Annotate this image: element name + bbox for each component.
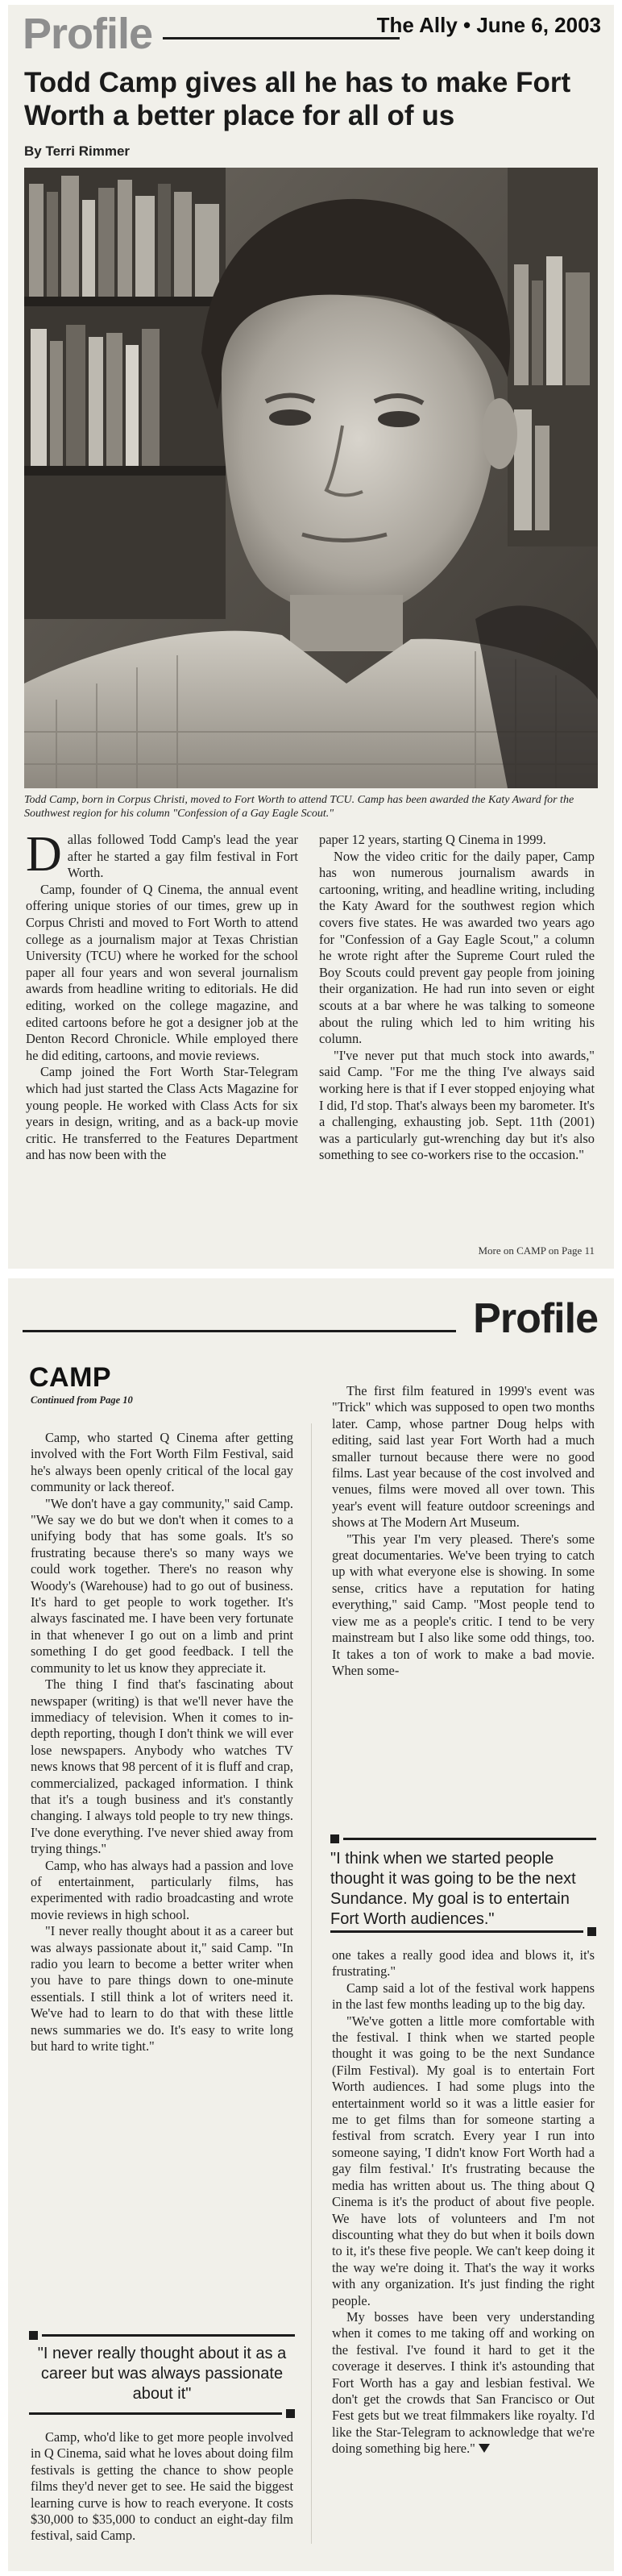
quote-rule <box>330 1930 583 1933</box>
portrait-illustration <box>24 168 598 788</box>
continuation-heading: CAMP <box>29 1362 112 1393</box>
continued-note: More on CAMP on Page 11 <box>478 1244 595 1257</box>
photo-caption: Todd Camp, born in Corpus Christi, moved to Fort Worth to attend TCU. Camp has been awarded the Katy Award for the Southwest region for his column "Confession of a Gay Eagle Scout." <box>24 794 574 820</box>
column-left-bottom <box>31 2429 293 2545</box>
paragraph: one takes a really good idea and blows it, it's frustrating." <box>332 1947 595 1980</box>
paragraph: "I've never put that much stock into awards," said Camp. "For me the thing I've always said working here is that if I ever stopped enjoying what I did, I'd stop. That's always been my barometer. It's a challenging, exhausting job. Sept. 11th (2001) was a particularly gut-wrenching day but it's also something to see co-workers rise to the occasion." <box>319 1047 595 1163</box>
page-header <box>23 1294 598 1346</box>
paragraph: Camp, who has always had a passion and love of entertainment, particularly films, has experimented with radio broadcasting and wrote movie reviews in high school. <box>31 1857 293 1922</box>
portrait-photo <box>24 168 598 788</box>
paragraph: "This year I'm very pleased. There's some great documentaries. We've been trying to catch up with what everyone else is showing. In some sense, critics have a reputation for hating everything," said Camp. "Most people tend to view me as a people's critic. I tend to be very mainstream but I also like some odd things, too. It takes a ton of work to make a bad movie. When some- <box>332 1531 595 1678</box>
paragraph: My bosses have been very understanding when it comes to me taking off and working on the festival. I've found it hard to get it the coverage it deserves. I think it's astounding that Fort Worth has a gay and lesbian festival. We don't get the crowds that San Francisco or Out Fest gets but we treat filmmakers like royalty. I'd like the Star-Telegram to acknowledge that we're doing something big here." <box>332 2308 595 2457</box>
quote-rule <box>29 2412 282 2415</box>
quote-marker <box>587 1927 596 1936</box>
byline: By Terri Rimmer <box>24 143 131 159</box>
paragraph: Now the video critic for the daily paper, Camp has won numerous journalism awards in cartooning, writing, and headline writing, including the Katy Award for the southwest region which covers five states. He was awarded two years ago for "Confession of a Gay Eagle Scout," a column he wrote right after the Supreme Court ruled the Boy Scouts could prevent gay people from joining their organization. He had run into seven or eight scouts at a bar where he was talking to someone about the ruling which led to him writing his column. <box>319 848 595 1047</box>
profile-page-2 <box>8 1278 614 2571</box>
section-label: Profile <box>23 10 153 58</box>
continued-from-note: Continued from Page 10 <box>31 1394 133 1406</box>
paragraph: Camp, founder of Q Cinema, the annual event offering unique stories of our times, grew up in Corpus Christi and moved to Fort Worth to attend college as a journalism major at Texas Christian University (TCU) where he worked for the school paper all four years and won several journalism awards from headline writing to editorials. He did editing, worked on the college magazine, and edited cartoons before he got a designer job at the Denton Record Chronicle. While employed there he did editing, cartoons, and movie reviews. <box>26 881 298 1063</box>
paragraph: Camp, who'd like to get more people involved in Q Cinema, said what he loves about doing film festivals is getting the chance to show people films they'd never get to see. He said the biggest learning curve is how to reach everyone. It costs $30,000 to $35,000 to conduct an eight-day film festival, said Camp. <box>31 2429 293 2544</box>
column-left <box>26 827 298 1164</box>
paragraph: paper 12 years, starting Q Cinema in 1999. <box>319 832 546 847</box>
section-label: Profile <box>473 1295 598 1342</box>
quote-marker <box>330 1834 339 1843</box>
column-right <box>319 832 595 1164</box>
end-mark-icon <box>479 2444 490 2453</box>
column-right-bottom <box>332 1947 595 2458</box>
pull-quote-text: "I never really thought about it as a career but was always passionate about it" <box>37 2345 287 2403</box>
pull-quote <box>29 2331 295 2418</box>
paragraph: The first film featured in 1999's event was "Trick" which was supposed to open two months later. Camp, whose partner Doug helps with editing, said last year Fort Worth had a much smaller turnout because there were no good films. Last year because of the cost involved and venues, films were moved all over town. This year's event will feature outdoor screenings and shows at The Modern Art Museum. <box>332 1383 595 1531</box>
paragraph: Camp, who started Q Cinema after getting involved with the Fort Worth Film Festival, said he's always been openly critical of the local gay community or lack thereof. <box>31 1430 293 1495</box>
drop-cap: D <box>26 827 62 882</box>
article-headline: Todd Camp gives all he has to make Fort Worth a better place for all of us <box>24 67 571 131</box>
quote-marker <box>286 2409 295 2418</box>
article-body <box>26 827 595 1235</box>
quote-rule <box>42 2334 295 2337</box>
profile-page-1 <box>8 5 614 1269</box>
header-rule <box>23 1330 456 1332</box>
pull-quote-text: "I think when we started people thought it was going to be the next Sundance. My goal is to entertain Fort Worth audiences." <box>330 1850 576 1928</box>
page-header <box>23 11 601 58</box>
paragraph: Camp joined the Fort Worth Star-Telegram which had just started the Class Acts Magazine for young people. He worked with Class Acts for six years in design, writing, and as a back-up movie critic. He transferred to the Features Department and has now been with the <box>26 1064 298 1163</box>
issue-dateline: The Ally • June 6, 2003 <box>376 13 601 37</box>
paragraph: The thing I find that's fascinating about newspaper (writing) is that we'll never have the immediacy of television. When it comes to in-depth reporting, though I don't think we will ever lose newspapers. Anybody who watches TV news knows that 98 percent of it is fluff and crap, commercialized, packaged information. I think that it's a tough business and it's constantly changing. I always told people to try new things. I've done everything. I've never shied away from trying things." <box>31 1676 293 1857</box>
quote-rule <box>343 1838 596 1840</box>
paragraph: "I never really thought about it as a career but was always passionate about it," said Camp. "In radio you learn to become a better writer when you have to pare things down to one-minute essentials. I still think a lot of writers need it. We've had to learn to do that with these little news summaries we do. It's easy to write long but hard to write tight." <box>31 1923 293 2055</box>
column-right-top <box>332 1383 595 1679</box>
paragraph: Camp said a lot of the festival work happens in the last few months leading up to the big day. <box>332 1980 595 2013</box>
quote-marker <box>29 2331 38 2340</box>
column-divider <box>311 1423 312 2544</box>
paragraph: "We don't have a gay community," said Camp. "We say we do but we don't when it comes to a unifying body that has some goals. It's so frustrating because there's so many ways we could work together. There's no reason why Woody's (Warehouse) had to go out of business. It's hard to get people to work together. It's always fascinated me. I have been very fortunate in that whenever I go out on a limb and print something I do get good feedback. I tell the community to let us know they appreciate it. <box>31 1495 293 1676</box>
header-rule <box>163 37 400 39</box>
paragraph: "We've gotten a little more comfortable with the festival. I think when we started people thought it was going to be the next Sundance (Film Festival). My goal is to entertain Fort Worth audiences. I had some plugs into the entertainment world so it was a little easier for me to get films than for someone starting a festival from scratch. Every year I run into someone saying, 'I didn't know Fort Worth had a gay film festival.' It's frustrating because the media has written about us. The thing about Q Cinema is it's the product of about five people. We have lots of volunteers and I'm not discounting what they do but when it boils down to it, it's these five people. We can't keep doing it the way we're doing it. That's the way it works with any organization. It's just finding the right people. <box>332 2013 595 2308</box>
column-left-top <box>31 1430 293 2055</box>
pull-quote <box>330 1834 596 1936</box>
paragraph: Dallas followed Todd Camp's lead the year after he started a gay film festival in Fort Worth. <box>26 827 298 882</box>
